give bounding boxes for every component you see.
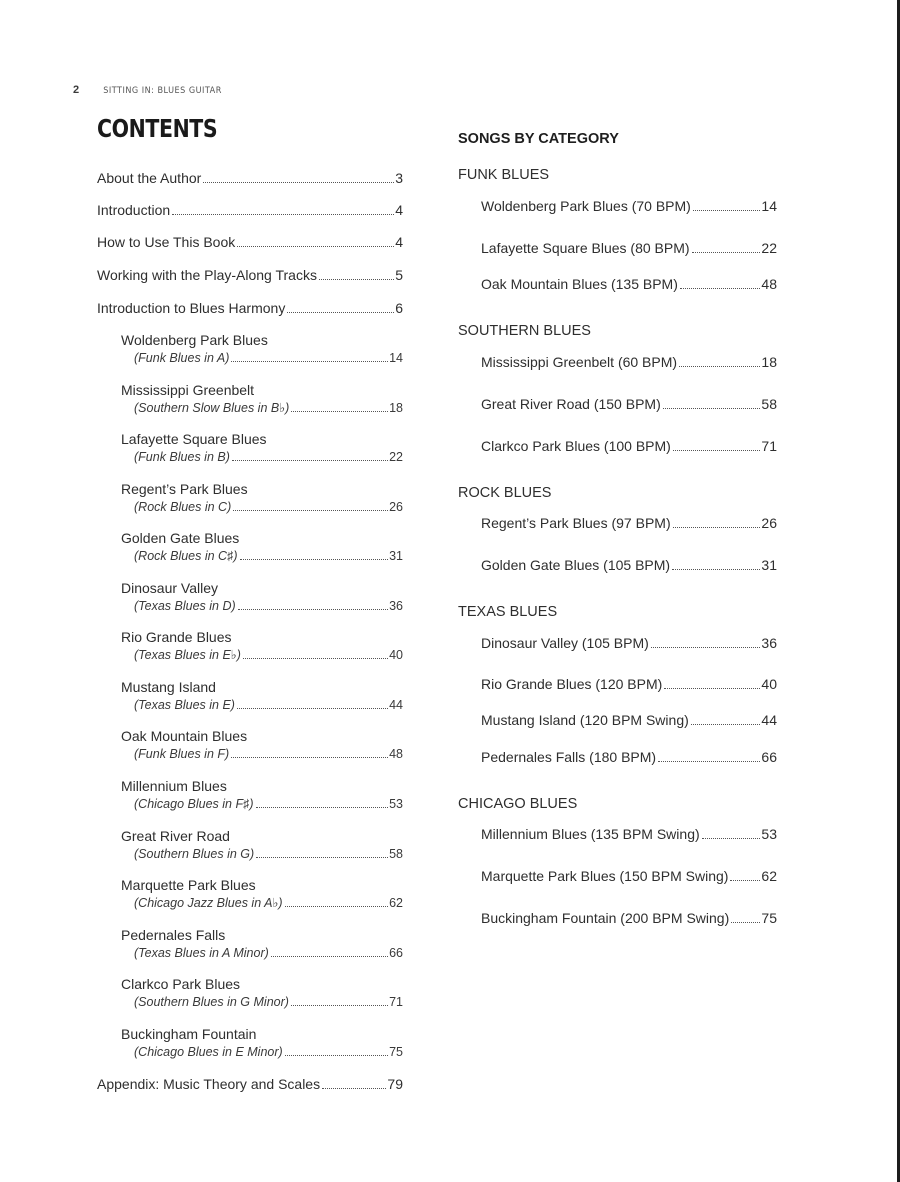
category-song-page: 18 — [761, 354, 777, 370]
song-entry-subline[interactable] — [134, 846, 403, 863]
dot-leader — [172, 213, 394, 215]
dot-leader — [256, 806, 389, 808]
category-song-label: Marquette Park Blues (150 BPM Swing) — [481, 868, 729, 884]
song-entry-page: 18 — [389, 401, 403, 415]
category-song-label: Rio Grande Blues (120 BPM) — [481, 676, 663, 692]
category-song-label: Great River Road (150 BPM) — [481, 396, 661, 412]
category-song-page: 53 — [761, 826, 777, 842]
category-song-page: 44 — [761, 712, 777, 728]
category-song-page: 14 — [761, 198, 777, 214]
dot-leader — [692, 251, 761, 253]
song-entry-subline[interactable] — [134, 895, 403, 912]
dot-leader — [237, 707, 388, 709]
dot-leader — [287, 311, 394, 313]
dot-leader — [658, 760, 760, 762]
category-song-entry[interactable] — [481, 712, 777, 729]
dot-leader — [231, 360, 388, 362]
category-song-page: 62 — [761, 868, 777, 884]
toc-entry[interactable] — [97, 300, 403, 317]
category-song-label: Lafayette Square Blues (80 BPM) — [481, 240, 690, 256]
category-song-label: Golden Gate Blues (105 BPM) — [481, 557, 671, 573]
dot-leader — [203, 181, 394, 183]
song-entry-subtitle: (Chicago Jazz Blues in A♭) — [134, 896, 283, 910]
song-entry-title[interactable]: Rio Grande Blues — [121, 629, 232, 645]
dot-leader — [232, 459, 388, 461]
song-entry-page: 14 — [389, 351, 403, 365]
song-entry-subline[interactable] — [134, 746, 403, 763]
category-song-entry[interactable] — [481, 438, 777, 455]
category-song-page: 71 — [761, 438, 777, 454]
song-entry-title[interactable]: Regent’s Park Blues — [121, 481, 248, 497]
song-entry-page: 44 — [389, 698, 403, 712]
dot-leader — [691, 723, 761, 725]
book-title: SITTING IN: BLUES GUITAR — [103, 86, 222, 96]
song-entry-page: 71 — [389, 995, 403, 1009]
toc-entry-page: 4 — [395, 234, 403, 250]
dot-leader — [702, 837, 761, 839]
dot-leader — [679, 365, 760, 367]
category-heading: FUNK BLUES — [458, 167, 550, 183]
category-song-label: Mustang Island (120 BPM Swing) — [481, 712, 689, 728]
song-entry-title[interactable]: Millennium Blues — [121, 778, 227, 794]
song-entry-title[interactable]: Dinosaur Valley — [121, 580, 219, 596]
song-entry-subline[interactable] — [134, 499, 403, 516]
songs-by-category-heading: SONGS BY CATEGORY — [458, 131, 619, 147]
song-entry-subtitle: (Chicago Blues in E Minor) — [134, 1045, 283, 1059]
song-entry-page: 26 — [389, 500, 403, 514]
category-heading: CHICAGO BLUES — [458, 796, 578, 812]
category-song-page: 48 — [761, 276, 777, 292]
song-entry-title[interactable]: Clarkco Park Blues — [121, 976, 241, 992]
category-song-entry[interactable] — [481, 749, 777, 766]
dot-leader — [319, 278, 394, 280]
category-song-page: 75 — [761, 910, 777, 926]
dot-leader — [240, 558, 389, 560]
dot-leader — [237, 245, 394, 247]
category-song-label: Woldenberg Park Blues (70 BPM) — [481, 198, 691, 214]
toc-entry-label: How to Use This Book — [97, 234, 236, 250]
category-song-page: 36 — [761, 635, 777, 651]
dot-leader — [285, 1054, 388, 1056]
category-song-label: Clarkco Park Blues (100 BPM) — [481, 438, 671, 454]
song-entry-title[interactable]: Mississippi Greenbelt — [121, 382, 255, 398]
category-song-page: 31 — [761, 557, 777, 573]
toc-entry-page: 4 — [395, 202, 403, 218]
dot-leader — [673, 449, 761, 451]
dot-leader — [673, 526, 761, 528]
category-song-entry[interactable] — [481, 276, 777, 293]
toc-entry[interactable] — [97, 234, 403, 251]
dot-leader — [693, 209, 761, 211]
song-entry-page: 62 — [389, 896, 403, 910]
category-song-page: 66 — [761, 749, 777, 765]
toc-entry-label: Introduction to Blues Harmony — [97, 300, 286, 316]
category-song-label: Buckingham Fountain (200 BPM Swing) — [481, 910, 730, 926]
dot-leader — [663, 407, 761, 409]
song-entry-subtitle: (Rock Blues in C♯) — [134, 549, 238, 563]
dot-leader — [680, 287, 761, 289]
toc-entry-page: 6 — [395, 300, 403, 316]
song-entry-subline[interactable] — [134, 945, 403, 962]
toc-entry-page: 79 — [387, 1076, 403, 1092]
category-song-label: Mississippi Greenbelt (60 BPM) — [481, 354, 678, 370]
dot-leader — [291, 410, 388, 412]
toc-entry-label: Appendix: Music Theory and Scales — [97, 1076, 321, 1092]
toc-entry-label: Working with the Play-Along Tracks — [97, 267, 317, 283]
category-song-label: Regent’s Park Blues (97 BPM) — [481, 515, 671, 531]
toc-entry[interactable] — [97, 202, 403, 219]
song-entry-subline[interactable] — [134, 697, 403, 714]
page-number: 2 — [73, 84, 80, 96]
song-entry-subline[interactable] — [134, 994, 403, 1011]
song-entry-subtitle: (Funk Blues in A) — [134, 351, 230, 365]
toc-entry-label: About the Author — [97, 170, 202, 186]
category-song-entry[interactable] — [481, 676, 777, 693]
dot-leader — [731, 921, 760, 923]
song-entry-title[interactable]: Pedernales Falls — [121, 927, 226, 943]
song-entry-subtitle: (Southern Blues in G Minor) — [134, 995, 289, 1009]
song-entry-subtitle: (Texas Blues in E♭) — [134, 648, 241, 662]
dot-leader — [291, 1004, 388, 1006]
category-song-entry[interactable] — [481, 198, 777, 215]
category-song-entry[interactable] — [481, 240, 777, 257]
category-song-entry[interactable] — [481, 515, 777, 532]
song-entry-page: 31 — [389, 549, 403, 563]
song-entry-subline[interactable] — [134, 1044, 403, 1061]
dot-leader — [730, 879, 760, 881]
dot-leader — [664, 687, 760, 689]
category-song-page: 26 — [761, 515, 777, 531]
song-entry-subtitle: (Southern Slow Blues in B♭) — [134, 401, 290, 415]
category-song-label: Dinosaur Valley (105 BPM) — [481, 635, 649, 651]
song-entry-subline[interactable] — [134, 350, 403, 367]
dot-leader — [672, 568, 760, 570]
category-song-label: Millennium Blues (135 BPM Swing) — [481, 826, 700, 842]
category-song-entry[interactable] — [481, 868, 777, 885]
song-entry-subtitle: (Texas Blues in A Minor) — [134, 946, 269, 960]
song-entry-subtitle: (Funk Blues in B) — [134, 450, 230, 464]
category-song-entry[interactable] — [481, 354, 777, 371]
song-entry-title[interactable]: Lafayette Square Blues — [121, 431, 267, 447]
song-entry-subline[interactable] — [134, 647, 403, 664]
song-entry-subline[interactable] — [134, 796, 403, 813]
dot-leader — [322, 1087, 386, 1089]
toc-entry-label: Introduction — [97, 202, 171, 218]
category-heading: TEXAS BLUES — [458, 604, 558, 620]
contents-title: CONTENTS — [97, 114, 218, 143]
song-entry-page: 36 — [389, 599, 403, 613]
dot-leader — [271, 955, 388, 957]
category-song-page: 22 — [761, 240, 777, 256]
song-entry-title[interactable]: Golden Gate Blues — [121, 530, 240, 546]
song-entry-page: 48 — [389, 747, 403, 761]
song-entry-subline[interactable] — [134, 400, 403, 417]
song-entry-subline[interactable] — [134, 449, 403, 466]
toc-entry[interactable] — [97, 267, 403, 284]
song-entry-title[interactable]: Mustang Island — [121, 679, 216, 695]
category-song-entry[interactable] — [481, 910, 777, 927]
category-song-entry[interactable] — [481, 557, 777, 574]
dot-leader — [231, 756, 388, 758]
song-entry-page: 40 — [389, 648, 403, 662]
category-song-entry[interactable] — [481, 635, 777, 652]
toc-entry-page: 3 — [395, 170, 403, 186]
song-entry-subtitle: (Rock Blues in C) — [134, 500, 232, 514]
category-song-entry[interactable] — [481, 826, 777, 843]
song-entry-subline[interactable] — [134, 548, 403, 565]
dot-leader — [285, 905, 389, 907]
song-entry-subline[interactable] — [134, 598, 403, 615]
song-entry-title[interactable]: Oak Mountain Blues — [121, 728, 248, 744]
song-entry-subtitle: (Southern Blues in G) — [134, 847, 255, 861]
category-heading: SOUTHERN BLUES — [458, 323, 591, 339]
category-song-label: Oak Mountain Blues (135 BPM) — [481, 276, 678, 292]
dot-leader — [233, 509, 388, 511]
category-song-page: 58 — [761, 396, 777, 412]
song-entry-title[interactable]: Buckingham Fountain — [121, 1026, 257, 1042]
category-heading: ROCK BLUES — [458, 485, 552, 501]
song-entry-subtitle: (Texas Blues in E) — [134, 698, 235, 712]
song-entry-page: 75 — [389, 1045, 403, 1059]
song-entry-page: 22 — [389, 450, 403, 464]
song-entry-title[interactable]: Great River Road — [121, 828, 230, 844]
toc-entry-appendix[interactable] — [97, 1076, 403, 1093]
running-head — [73, 84, 222, 96]
song-entry-title[interactable]: Woldenberg Park Blues — [121, 332, 268, 348]
song-entry-title[interactable]: Marquette Park Blues — [121, 877, 256, 893]
dot-leader — [651, 646, 761, 648]
dot-leader — [256, 856, 388, 858]
toc-entry-page: 5 — [395, 267, 403, 283]
song-entry-page: 53 — [389, 797, 403, 811]
song-entry-page: 66 — [389, 946, 403, 960]
song-entry-subtitle: (Funk Blues in F) — [134, 747, 230, 761]
song-entry-subtitle: (Texas Blues in D) — [134, 599, 236, 613]
song-entry-subtitle: (Chicago Blues in F♯) — [134, 797, 254, 811]
category-song-entry[interactable] — [481, 396, 777, 413]
dot-leader — [243, 657, 388, 659]
toc-entry[interactable] — [97, 170, 403, 187]
category-song-label: Pedernales Falls (180 BPM) — [481, 749, 657, 765]
category-song-page: 40 — [761, 676, 777, 692]
song-entry-page: 58 — [389, 847, 403, 861]
dot-leader — [238, 608, 388, 610]
